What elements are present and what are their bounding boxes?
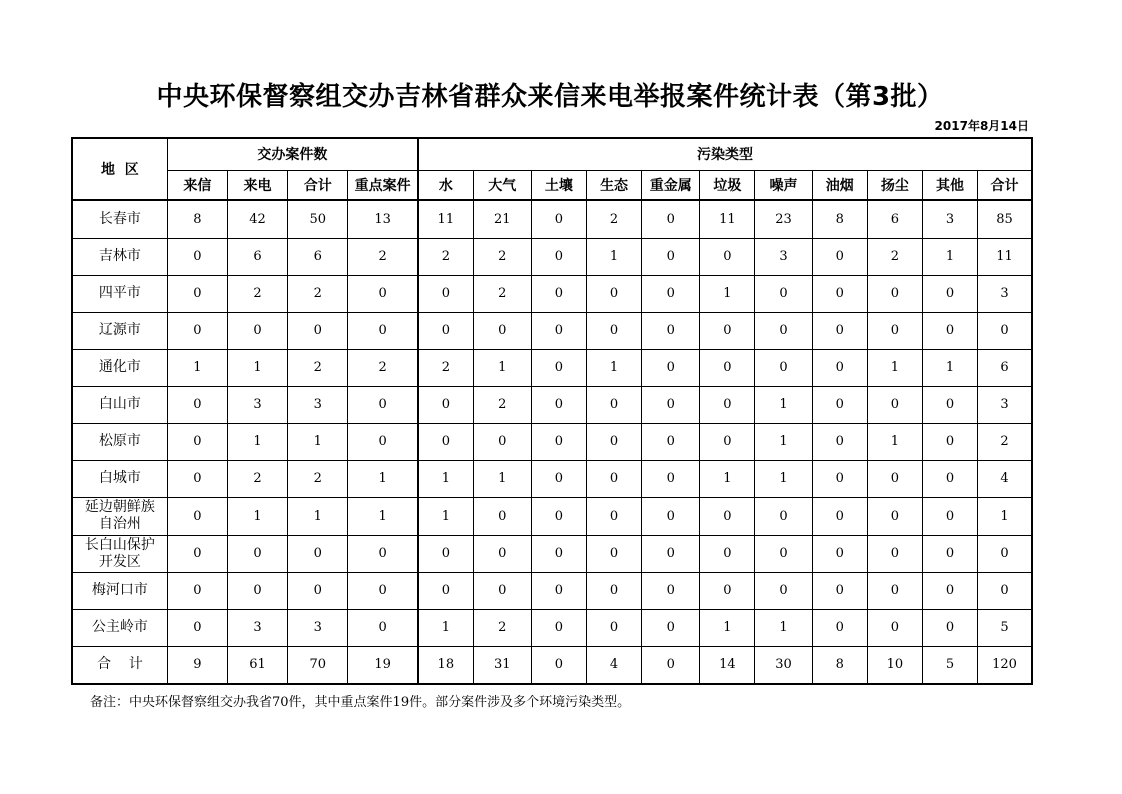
value-cell: 0 (167, 312, 227, 349)
value-cell: 0 (922, 609, 977, 646)
value-cell: 0 (531, 609, 586, 646)
value-cell: 0 (867, 460, 922, 497)
value-cell: 0 (642, 238, 700, 275)
value-cell: 0 (531, 349, 586, 386)
value-cell: 0 (642, 609, 700, 646)
value-cell: 0 (531, 200, 586, 238)
value-cell: 2 (348, 349, 418, 386)
value-cell: 3 (978, 386, 1032, 423)
region-cell (72, 535, 167, 572)
value-cell: 0 (867, 386, 922, 423)
value-cell: 19 (348, 646, 418, 684)
value-cell: 5 (978, 609, 1032, 646)
value-cell: 2 (473, 275, 531, 312)
value-cell: 0 (473, 535, 531, 572)
value-cell: 1 (227, 349, 287, 386)
value-cell: 42 (227, 200, 287, 238)
statistics-table (71, 137, 1033, 685)
table-row (72, 238, 1032, 275)
value-cell: 0 (867, 275, 922, 312)
value-cell: 0 (755, 572, 812, 609)
value-cell: 0 (418, 312, 473, 349)
value-cell: 0 (642, 535, 700, 572)
value-cell: 0 (167, 572, 227, 609)
value-cell: 0 (418, 275, 473, 312)
value-cell: 4 (978, 460, 1032, 497)
column-header: 土壤 (531, 170, 586, 200)
value-cell: 85 (978, 200, 1032, 238)
value-cell: 0 (755, 312, 812, 349)
value-cell: 0 (812, 535, 867, 572)
value-cell: 0 (867, 609, 922, 646)
value-cell: 0 (642, 275, 700, 312)
column-header: 水 (418, 170, 473, 200)
value-cell: 0 (531, 386, 586, 423)
value-cell: 0 (642, 646, 700, 684)
value-cell: 1 (700, 275, 755, 312)
region-cell: 辽源市 (72, 312, 167, 349)
value-cell: 0 (978, 572, 1032, 609)
table-row (72, 423, 1032, 460)
value-cell: 0 (922, 423, 977, 460)
value-cell: 3 (922, 200, 977, 238)
value-cell: 0 (167, 423, 227, 460)
value-cell: 0 (642, 349, 700, 386)
header-group-cases: 交办案件数 (167, 138, 418, 170)
value-cell: 0 (348, 312, 418, 349)
value-cell: 1 (867, 349, 922, 386)
value-cell: 0 (348, 423, 418, 460)
footnote: 备注：中央环保督察组交办我省70件，其中重点案件19件。部分案件涉及多个环境污染类型。 (90, 695, 631, 710)
column-header: 扬尘 (867, 170, 922, 200)
value-cell: 0 (586, 423, 641, 460)
region-cell: 公主岭市 (72, 609, 167, 646)
value-cell: 0 (586, 275, 641, 312)
value-cell: 1 (473, 349, 531, 386)
value-cell: 3 (227, 386, 287, 423)
value-cell: 2 (978, 423, 1032, 460)
value-cell: 61 (227, 646, 287, 684)
total-row (72, 646, 1032, 684)
value-cell: 0 (348, 535, 418, 572)
value-cell: 0 (642, 460, 700, 497)
value-cell: 0 (418, 386, 473, 423)
value-cell: 2 (288, 275, 348, 312)
region-cell: 通化市 (72, 349, 167, 386)
value-cell: 3 (288, 386, 348, 423)
value-cell: 2 (473, 609, 531, 646)
value-cell: 0 (867, 535, 922, 572)
value-cell: 1 (348, 460, 418, 497)
value-cell: 0 (642, 312, 700, 349)
value-cell: 3 (978, 275, 1032, 312)
column-header: 噪声 (755, 170, 812, 200)
value-cell: 1 (922, 238, 977, 275)
value-cell: 1 (288, 497, 348, 535)
value-cell: 1 (288, 423, 348, 460)
column-header: 合计 (978, 170, 1032, 200)
region-line: 长白山保护 (84, 536, 155, 553)
value-cell: 2 (348, 238, 418, 275)
value-cell: 70 (288, 646, 348, 684)
value-cell: 0 (348, 572, 418, 609)
value-cell: 0 (167, 497, 227, 535)
value-cell: 1 (755, 386, 812, 423)
value-cell: 1 (348, 497, 418, 535)
value-cell: 0 (642, 386, 700, 423)
value-cell: 8 (167, 200, 227, 238)
value-cell: 0 (167, 386, 227, 423)
value-cell: 21 (473, 200, 531, 238)
region-cell: 松原市 (72, 423, 167, 460)
value-cell: 8 (812, 200, 867, 238)
value-cell: 0 (418, 535, 473, 572)
region-cell: 梅河口市 (72, 572, 167, 609)
value-cell: 0 (586, 609, 641, 646)
value-cell: 0 (867, 572, 922, 609)
table-row (72, 460, 1032, 497)
table-row (72, 312, 1032, 349)
value-cell: 0 (418, 572, 473, 609)
region-line: 开发区 (98, 553, 141, 570)
table-row (72, 275, 1032, 312)
value-cell: 0 (642, 423, 700, 460)
value-cell: 1 (418, 609, 473, 646)
value-cell: 0 (812, 460, 867, 497)
value-cell: 0 (700, 386, 755, 423)
value-cell: 0 (418, 423, 473, 460)
value-cell: 0 (755, 535, 812, 572)
value-cell: 0 (531, 646, 586, 684)
value-cell: 0 (531, 275, 586, 312)
value-cell: 18 (418, 646, 473, 684)
value-cell: 1 (167, 349, 227, 386)
page-title: 中央环保督察组交办吉林省群众来信来电举报案件统计表（第3批） (156, 82, 944, 112)
value-cell: 0 (812, 275, 867, 312)
value-cell: 0 (288, 535, 348, 572)
value-cell: 1 (227, 423, 287, 460)
table-row (72, 200, 1032, 238)
column-header: 油烟 (812, 170, 867, 200)
column-header: 合计 (288, 170, 348, 200)
value-cell: 0 (227, 312, 287, 349)
value-cell: 0 (755, 349, 812, 386)
total-label: 合 计 (72, 646, 167, 684)
value-cell: 0 (700, 572, 755, 609)
column-header: 生态 (586, 170, 641, 200)
column-header-row (72, 170, 1032, 200)
value-cell: 0 (812, 572, 867, 609)
value-cell: 0 (642, 200, 700, 238)
value-cell: 1 (418, 460, 473, 497)
value-cell: 0 (812, 238, 867, 275)
column-header: 来电 (227, 170, 287, 200)
value-cell: 50 (288, 200, 348, 238)
value-cell: 0 (922, 497, 977, 535)
value-cell: 0 (700, 535, 755, 572)
table-row (72, 386, 1032, 423)
value-cell: 0 (531, 423, 586, 460)
value-cell: 1 (867, 423, 922, 460)
value-cell: 0 (586, 572, 641, 609)
value-cell: 0 (473, 312, 531, 349)
value-cell: 11 (700, 200, 755, 238)
value-cell: 0 (227, 572, 287, 609)
value-cell: 0 (167, 609, 227, 646)
value-cell: 1 (227, 497, 287, 535)
value-cell: 4 (586, 646, 641, 684)
value-cell: 0 (586, 312, 641, 349)
value-cell: 1 (755, 423, 812, 460)
value-cell: 0 (812, 349, 867, 386)
region-cell: 吉林市 (72, 238, 167, 275)
value-cell: 2 (288, 349, 348, 386)
value-cell: 1 (473, 460, 531, 497)
value-cell: 0 (586, 460, 641, 497)
column-header: 来信 (167, 170, 227, 200)
value-cell: 2 (586, 200, 641, 238)
value-cell: 0 (288, 572, 348, 609)
region-cell: 长春市 (72, 200, 167, 238)
value-cell: 0 (531, 460, 586, 497)
value-cell: 0 (167, 460, 227, 497)
value-cell: 0 (922, 535, 977, 572)
report-date: 2017年8月14日 (934, 119, 1029, 133)
value-cell: 11 (978, 238, 1032, 275)
value-cell: 1 (586, 349, 641, 386)
value-cell: 9 (167, 646, 227, 684)
value-cell: 2 (867, 238, 922, 275)
value-cell: 0 (348, 386, 418, 423)
value-cell: 0 (531, 497, 586, 535)
value-cell: 0 (922, 460, 977, 497)
value-cell: 0 (531, 312, 586, 349)
value-cell: 0 (700, 497, 755, 535)
value-cell: 0 (167, 275, 227, 312)
value-cell: 0 (922, 312, 977, 349)
value-cell: 0 (812, 312, 867, 349)
value-cell: 1 (700, 609, 755, 646)
value-cell: 0 (812, 609, 867, 646)
value-cell: 6 (288, 238, 348, 275)
value-cell: 2 (418, 238, 473, 275)
value-cell: 0 (167, 535, 227, 572)
value-cell: 2 (418, 349, 473, 386)
value-cell: 2 (227, 275, 287, 312)
region-cell: 四平市 (72, 275, 167, 312)
value-cell: 2 (473, 386, 531, 423)
value-cell: 0 (288, 312, 348, 349)
value-cell: 0 (978, 312, 1032, 349)
value-cell: 31 (473, 646, 531, 684)
value-cell: 0 (531, 238, 586, 275)
value-cell: 6 (867, 200, 922, 238)
value-cell: 10 (867, 646, 922, 684)
value-cell: 1 (755, 609, 812, 646)
value-cell: 2 (473, 238, 531, 275)
value-cell: 0 (531, 535, 586, 572)
value-cell: 0 (867, 497, 922, 535)
column-header: 大气 (473, 170, 531, 200)
table-body (72, 200, 1032, 684)
column-header: 重点案件 (348, 170, 418, 200)
value-cell: 0 (167, 238, 227, 275)
value-cell: 0 (812, 423, 867, 460)
value-cell: 0 (586, 535, 641, 572)
value-cell: 0 (812, 497, 867, 535)
value-cell: 0 (922, 572, 977, 609)
region-line: 延边朝鲜族 (84, 499, 155, 515)
value-cell: 2 (288, 460, 348, 497)
value-cell: 0 (755, 497, 812, 535)
value-cell: 1 (922, 349, 977, 386)
region-cell: 白城市 (72, 460, 167, 497)
value-cell: 0 (922, 275, 977, 312)
value-cell: 1 (755, 460, 812, 497)
value-cell: 0 (812, 386, 867, 423)
region-line: 自治州 (98, 516, 141, 532)
value-cell: 13 (348, 200, 418, 238)
table-row (72, 572, 1032, 609)
value-cell: 11 (418, 200, 473, 238)
value-cell: 0 (922, 386, 977, 423)
value-cell: 0 (473, 497, 531, 535)
value-cell: 0 (700, 238, 755, 275)
value-cell: 0 (348, 275, 418, 312)
region-cell (72, 497, 167, 535)
value-cell: 14 (700, 646, 755, 684)
value-cell: 0 (700, 349, 755, 386)
value-cell: 8 (812, 646, 867, 684)
header-group-pollution: 污染类型 (418, 138, 1032, 170)
value-cell: 5 (922, 646, 977, 684)
value-cell: 0 (978, 535, 1032, 572)
value-cell: 0 (531, 572, 586, 609)
value-cell: 0 (473, 423, 531, 460)
region-cell: 白山市 (72, 386, 167, 423)
column-header: 垃圾 (700, 170, 755, 200)
value-cell: 0 (700, 312, 755, 349)
value-cell: 120 (978, 646, 1032, 684)
table-row (72, 497, 1032, 535)
value-cell: 3 (755, 238, 812, 275)
value-cell: 0 (586, 497, 641, 535)
column-header: 其他 (922, 170, 977, 200)
value-cell: 0 (227, 535, 287, 572)
value-cell: 1 (700, 460, 755, 497)
value-cell: 1 (978, 497, 1032, 535)
value-cell: 0 (348, 609, 418, 646)
value-cell: 2 (227, 460, 287, 497)
value-cell: 6 (227, 238, 287, 275)
value-cell: 3 (227, 609, 287, 646)
value-cell: 30 (755, 646, 812, 684)
table-row (72, 535, 1032, 572)
value-cell: 0 (642, 572, 700, 609)
value-cell: 3 (288, 609, 348, 646)
value-cell: 6 (978, 349, 1032, 386)
table-row (72, 609, 1032, 646)
table-row (72, 349, 1032, 386)
value-cell: 0 (642, 497, 700, 535)
value-cell: 0 (473, 572, 531, 609)
header-region: 地 区 (72, 138, 167, 200)
value-cell: 1 (418, 497, 473, 535)
value-cell: 1 (586, 238, 641, 275)
value-cell: 0 (586, 386, 641, 423)
value-cell: 0 (700, 423, 755, 460)
value-cell: 0 (867, 312, 922, 349)
value-cell: 0 (755, 275, 812, 312)
column-header: 重金属 (642, 170, 700, 200)
value-cell: 23 (755, 200, 812, 238)
